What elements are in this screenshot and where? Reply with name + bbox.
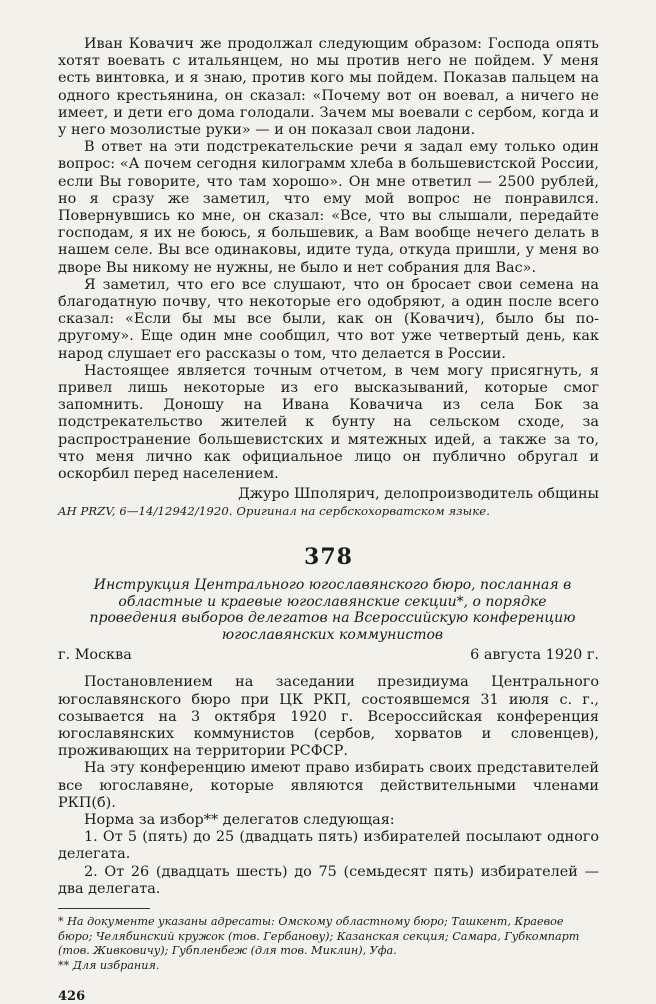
list-item: 2. От 26 (двадцать шесть) до 75 (семьдесят пять) избирателей — два делегата.: [58, 863, 599, 897]
page-number: 426: [58, 989, 86, 1004]
document-place: г. Москва: [58, 647, 132, 664]
footnote-text: На документе указаны адресаты: Омскому областному бюро; Ташкент, Краевое бюро; Челябинский кружок (тов. Гербанову); Казанская секция; Самара, Губкомпарт (тов. Живковичу); Губпленбеж (для тов. Миклин), Уфа.: [58, 914, 580, 958]
footnote-divider: [58, 908, 150, 909]
paragraph: На эту конференцию имеют право избирать своих представителей все югославяне, которые являются действительными членами РКП(б).: [58, 760, 599, 811]
document-page: [58, 36, 599, 1004]
document-date: 6 августа 1920 г.: [470, 647, 599, 664]
paragraph: В ответ на эти подстрекательские речи я задал ему только один вопрос: «А почем сегодня килограмм хлеба в большевистской России, если Вы говорите, что там хорошо». Он мне ответил — 2500 рублей, но я сразу же заметил, что ему мой вопрос не понравился. Повернувшись ко мне, он сказал: «Все, что вы слышали, передайте господам, я их не боюсь, я большевик, а Вам вообще нечего делать в нашем селе. Вы все одинаковы, идите туда, откуда пришли, у меня во дворе Вы никому не нужны, не было и нет собрания для Вас».: [58, 139, 599, 276]
paragraph: Постановлением на заседании президиума Центрального югославянского бюро при ЦК РКП, состоявшемся 31 июля с. г., созывается на 3 октября 1920 г. Всероссийская конференция югославянских коммунистов (сербов, хорватов и словенцев), проживающих на территории РСФСР.: [58, 674, 599, 760]
paragraph: Настоящее является точным отчетом, в чем могу присягнуть, я привел лишь некоторые из его высказываний, которые смог запомнить. Доношу на Ивана Ковачича из села Бок за подстрекательство жителей к бунту на сельском сходе, за распространение большевистских и мятежных идей, а также за то, что меня лично как официальное лицо он публично обругал и оскорбил перед населением.: [58, 362, 599, 483]
archive-source: AH PRZV, 6—14/12942/1920. Оригинал на сербскохорватском языке.: [58, 504, 490, 519]
paragraph: Иван Ковачич же продолжал следующим образом: Господа опять хотят воевать с итальянцем, но мы против него не пойдем. У меня есть винтовка, и я знаю, против кого мы пойдем. Показав пальцем на одного крестьянина, он сказал: «Почему вот он воевал, а ничего не имеет, и дети его дома голодали. Зачем мы воевали с сербом, когда и у него мозолистые руки» — и он показал свои ладони.: [58, 36, 599, 139]
footnote-marker: **: [58, 958, 70, 972]
place-date-line: [58, 647, 599, 664]
footnote-marker: *: [58, 914, 64, 928]
list-item: 1. От 5 (пять) до 25 (двадцать пять) избирателей посылают одного делегата.: [58, 829, 599, 863]
footnote: [58, 959, 599, 974]
paragraph: Норма за избор** делегатов следующая:: [84, 811, 395, 828]
footnote: [58, 915, 599, 959]
paragraph: Я заметил, что его все слушают, что он бросает свои семена на благодатную почву, что некоторые его одобряют, а один после всего сказал: «Если бы мы все были, как он (Ковачич), было бы по-другому». Еще один мне сообщил, что вот уже четвертый день, как народ слушает его рассказы о том, что делается в России.: [58, 276, 599, 362]
document-title: Инструкция Центрального югославянского бюро, посланная в областные и краевые югославянские секции*, о порядке проведения выборов делегатов на Всероссийскую конференцию югославянских коммунистов: [89, 577, 576, 643]
footnote-text: Для избрания.: [72, 958, 160, 972]
signature: Джуро Шполярич, делопроизводитель общины: [238, 486, 599, 503]
document-number: 378: [304, 544, 353, 571]
